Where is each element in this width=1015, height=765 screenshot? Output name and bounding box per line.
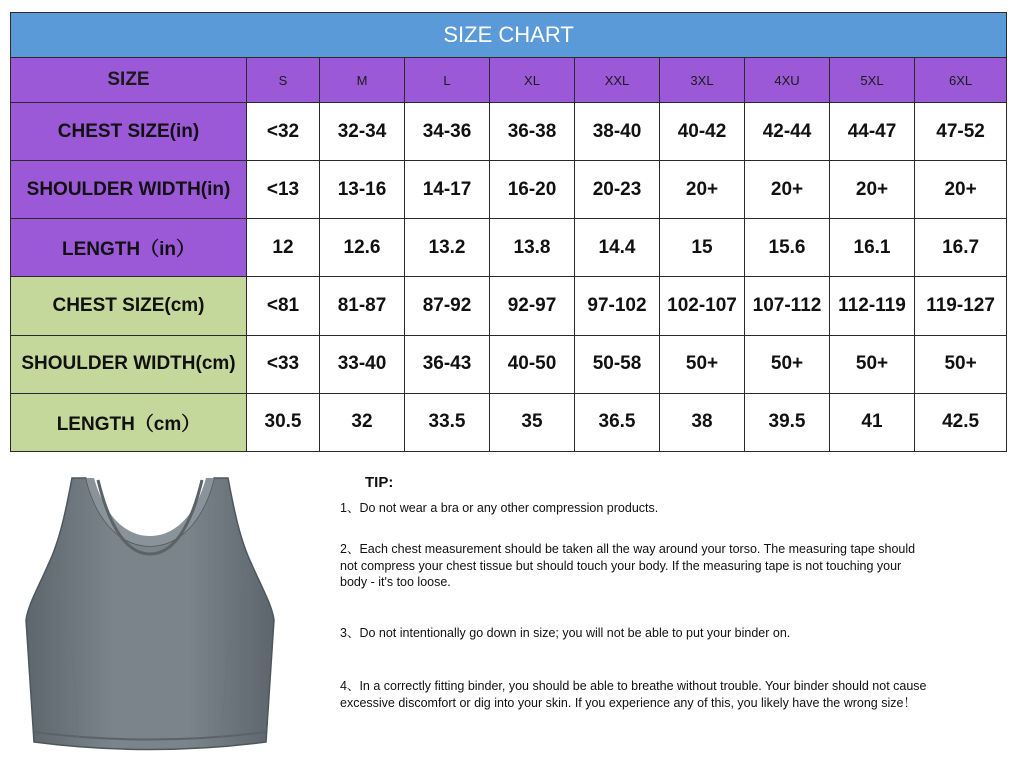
table-row	[11, 393, 1007, 451]
table-row	[11, 335, 1007, 393]
table-cell: 32-34	[320, 103, 405, 161]
table-cell: 14-17	[405, 161, 490, 219]
row-label: SHOULDER WIDTH(cm)	[11, 335, 247, 393]
table-cell: 47-52	[915, 103, 1007, 161]
table-cell: 33.5	[405, 393, 490, 451]
table-cell: 32	[320, 393, 405, 451]
table-cell: 119-127	[915, 277, 1007, 335]
table-cell: 102-107	[660, 277, 745, 335]
table-cell: 107-112	[745, 277, 830, 335]
size-header-label: SIZE	[11, 58, 247, 103]
table-cell: 97-102	[575, 277, 660, 335]
table-cell: <33	[247, 335, 320, 393]
tip-3: 3、Do not intentionally go down in size; you will not be able to put your binder on.	[340, 626, 791, 640]
row-label: SHOULDER WIDTH(in)	[11, 161, 247, 219]
row-label: LENGTH（in）	[11, 219, 247, 277]
table-row	[11, 161, 1007, 219]
table-cell: 36.5	[575, 393, 660, 451]
size-header-s: S	[247, 58, 320, 103]
table-cell: 50-58	[575, 335, 660, 393]
row-label: LENGTH（cm）	[11, 393, 247, 451]
tip-1: 1、Do not wear a bra or any other compression products.	[340, 501, 659, 515]
table-cell: 30.5	[247, 393, 320, 451]
table-cell: 35	[490, 393, 575, 451]
table-row	[11, 277, 1007, 335]
size-header-row	[11, 58, 1007, 103]
tips-title: TIP:	[365, 474, 394, 491]
size-header-xl: XL	[490, 58, 575, 103]
table-cell: 12.6	[320, 219, 405, 277]
table-cell: 40-42	[660, 103, 745, 161]
table-cell: 20+	[745, 161, 830, 219]
table-cell: 50+	[745, 335, 830, 393]
table-cell: 14.4	[575, 219, 660, 277]
chart-title: SIZE CHART	[11, 13, 1007, 58]
table-row	[11, 219, 1007, 277]
size-header-6xl: 6XL	[915, 58, 1007, 103]
row-label: CHEST SIZE(in)	[11, 103, 247, 161]
table-cell: 38-40	[575, 103, 660, 161]
size-header-3xl: 3XL	[660, 58, 745, 103]
table-cell: 81-87	[320, 277, 405, 335]
table-cell: 16-20	[490, 161, 575, 219]
table-cell: 15.6	[745, 219, 830, 277]
tips-section	[340, 474, 940, 710]
table-cell: 40-50	[490, 335, 575, 393]
size-header-l: L	[405, 58, 490, 103]
size-header-5xl: 5XL	[830, 58, 915, 103]
table-cell: 34-36	[405, 103, 490, 161]
size-header-m: M	[320, 58, 405, 103]
size-header-xxl: XXL	[575, 58, 660, 103]
table-cell: 20-23	[575, 161, 660, 219]
table-cell: 20+	[915, 161, 1007, 219]
table-cell: <32	[247, 103, 320, 161]
table-cell: <81	[247, 277, 320, 335]
table-cell: 36-38	[490, 103, 575, 161]
table-cell: 15	[660, 219, 745, 277]
tip-4: 4、In a correctly fitting binder, you should be able to breathe without trouble. Your binder should not cause excessive discomfort or dig into your skin. If you experience any of this, you likely have the wrong size！	[340, 679, 927, 710]
table-cell: 13.8	[490, 219, 575, 277]
table-cell: 36-43	[405, 335, 490, 393]
tip-2: 2、Each chest measurement should be taken all the way around your torso. The measuring tape should not compress your chest tissue but should touch your body. If the measuring tape is not touching your body - it's too loose.	[340, 542, 916, 589]
table-cell: 20+	[830, 161, 915, 219]
garment-body	[26, 478, 274, 750]
table-cell: 50+	[915, 335, 1007, 393]
table-cell: 20+	[660, 161, 745, 219]
table-cell: 16.1	[830, 219, 915, 277]
table-cell: 92-97	[490, 277, 575, 335]
row-label: CHEST SIZE(cm)	[11, 277, 247, 335]
table-cell: 44-47	[830, 103, 915, 161]
table-cell: 16.7	[915, 219, 1007, 277]
table-cell: 39.5	[745, 393, 830, 451]
table-cell: 87-92	[405, 277, 490, 335]
size-header-4xu: 4XU	[745, 58, 830, 103]
table-cell: 42.5	[915, 393, 1007, 451]
table-cell: 112-119	[830, 277, 915, 335]
table-row	[11, 103, 1007, 161]
table-cell: 13.2	[405, 219, 490, 277]
table-cell: 38	[660, 393, 745, 451]
table-cell: 50+	[830, 335, 915, 393]
table-cell: 13-16	[320, 161, 405, 219]
table-cell: <13	[247, 161, 320, 219]
table-cell: 33-40	[320, 335, 405, 393]
table-cell: 12	[247, 219, 320, 277]
binder-garment-image	[20, 470, 280, 755]
size-chart-body	[11, 103, 1007, 452]
table-cell: 42-44	[745, 103, 830, 161]
table-cell: 41	[830, 393, 915, 451]
size-chart-table	[10, 12, 1007, 452]
table-cell: 50+	[660, 335, 745, 393]
